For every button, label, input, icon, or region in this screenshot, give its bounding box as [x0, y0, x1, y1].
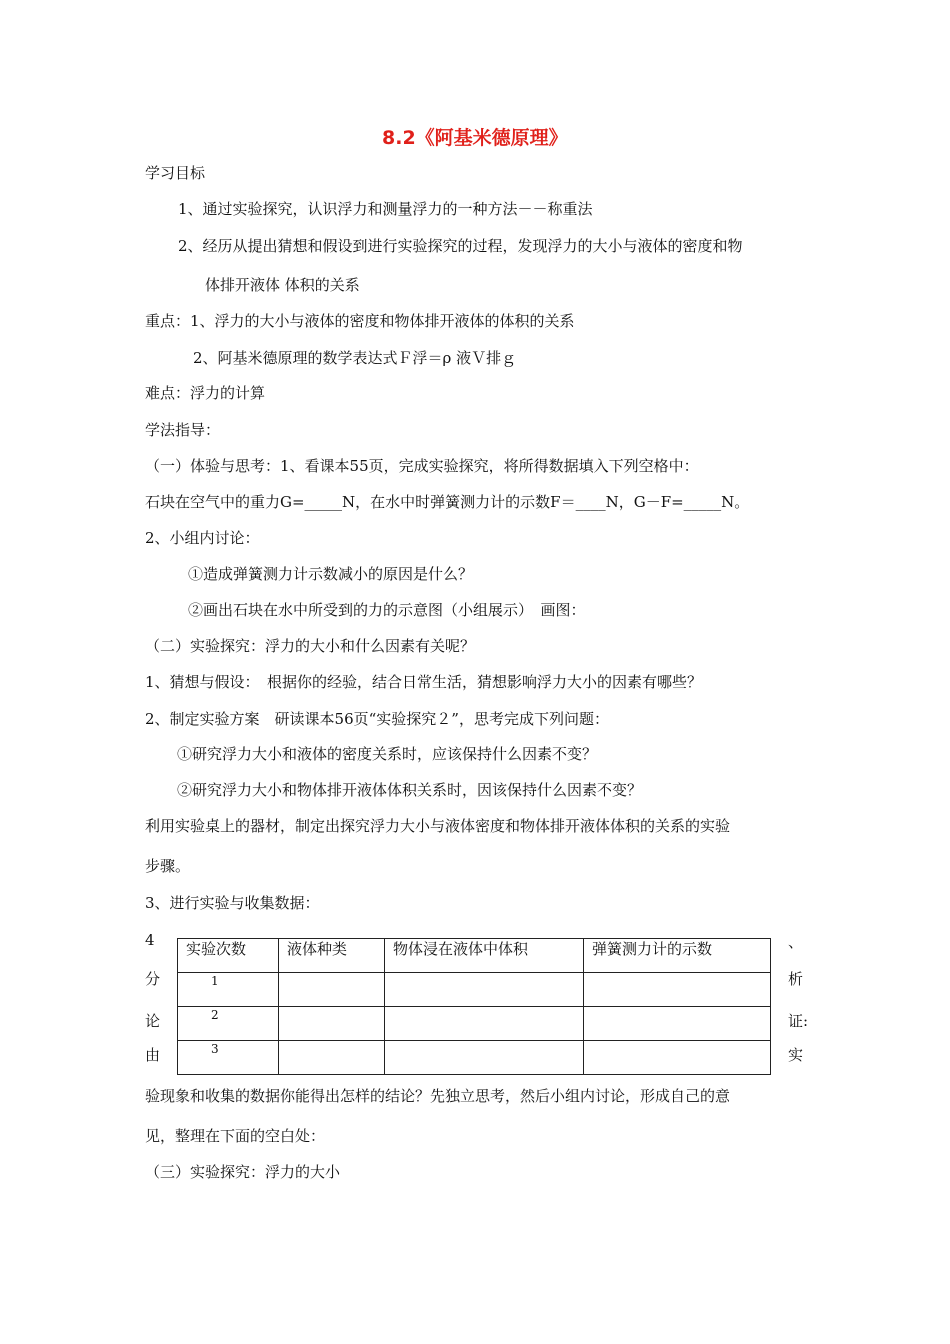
goal-2-cont: 体排开液体 体积的关系 [205, 276, 360, 294]
difficulty: 难点：浮力的计算 [145, 384, 266, 402]
table-cell[interactable] [584, 1007, 771, 1041]
table-cell[interactable] [584, 973, 771, 1007]
section2-plan: 2、制定实验方案 研读课本56页“实验探究２”，思考完成下列问题： [145, 710, 609, 728]
wrap-right-2: 析 [788, 970, 804, 988]
wrap-right-1: 、 [788, 933, 804, 951]
data-table [177, 938, 771, 1075]
key-point-2: 2、阿基米德原理的数学表达式Ｆ浮＝ρ 液Ｖ排ｇ [193, 349, 517, 367]
table-row [178, 1007, 771, 1041]
goal-2: 2、经历从提出猜想和假设到进行实验探究的过程，发现浮力的大小与液体的密度和物 [178, 237, 743, 255]
section2-guess: 1、猜想与假设： 根据你的经验，结合日常生活，猜想影响浮力大小的因素有哪些？ [145, 673, 703, 691]
section1-intro: （一）体验与思考：1、看课本55页，完成实验探究，将所得数据填入下列空格中： [145, 457, 699, 475]
wrap-left-4: 由 [145, 1046, 161, 1064]
table-header-row [178, 939, 771, 973]
section2-heading: （二）实验探究：浮力的大小和什么因素有关呢？ [145, 637, 476, 655]
section2-collect: 3、进行实验与收集数据： [145, 894, 320, 912]
section2-steps: 利用实验桌上的器材，制定出探究浮力大小与液体密度和物体排开液体体积的关系的实验 [145, 817, 731, 835]
method-heading: 学法指导： [145, 421, 221, 439]
conclusion-cont: 见，整理在下面的空白处： [145, 1127, 326, 1145]
key-point-1: 重点：1、浮力的大小与液体的密度和物体排开液体的体积的关系 [145, 312, 575, 330]
table-row [178, 1041, 771, 1075]
table-row [178, 973, 771, 1007]
goals-heading: 学习目标 [145, 164, 206, 182]
section1-question-2: ②画出石块在水中所受到的力的示意图（小组展示） 画图： [188, 601, 586, 619]
goal-1: 1、通过实验探究，认识浮力和测量浮力的一种方法－－称重法 [178, 200, 593, 218]
section2-question-2: ②研究浮力大小和物体排开液体体积关系时，因该保持什么因素不变？ [177, 781, 643, 799]
wrap-left-2: 分 [145, 970, 161, 988]
table-cell[interactable] [584, 1041, 771, 1075]
wrap-right-4: 实 [788, 1046, 804, 1064]
page-title: 8.2《阿基米德原理》 [382, 127, 568, 149]
table-header: 液体种类 [279, 939, 385, 973]
section3-heading: （三）实验探究：浮力的大小 [145, 1163, 341, 1181]
section1-measure: 石块在空气中的重力G=_____N，在水中时弹簧测力计的示数F＝____N，G－F=_____N。 [145, 493, 750, 511]
table-cell[interactable] [279, 1041, 385, 1075]
table-cell[interactable] [385, 1041, 584, 1075]
section1-discuss: 2、小组内讨论： [145, 529, 260, 547]
table-header: 弹簧测力计的示数 [584, 939, 771, 973]
conclusion: 验现象和收集的数据你能得出怎样的结论？先独立思考，然后小组内讨论，形成自己的意 [145, 1087, 731, 1105]
table-header: 物体浸在液体中体积 [385, 939, 584, 973]
table-cell[interactable] [279, 1007, 385, 1041]
section2-question-1: ①研究浮力大小和液体的密度关系时，应该保持什么因素不变？ [177, 745, 598, 763]
table-header: 实验次数 [178, 939, 279, 973]
wrap-left-1: 4 [145, 931, 155, 949]
wrap-right-3: 证: [788, 1012, 809, 1030]
section2-steps-cont: 步骤。 [145, 857, 191, 875]
table-cell: 3 [178, 1041, 279, 1075]
section1-question-1: ①造成弹簧测力计示数减小的原因是什么？ [188, 565, 474, 583]
table-cell[interactable] [279, 973, 385, 1007]
wrap-left-3: 论 [145, 1012, 161, 1030]
table-cell: 1 [178, 973, 279, 1007]
table-cell[interactable] [385, 1007, 584, 1041]
table-cell: 2 [178, 1007, 279, 1041]
table-cell[interactable] [385, 973, 584, 1007]
